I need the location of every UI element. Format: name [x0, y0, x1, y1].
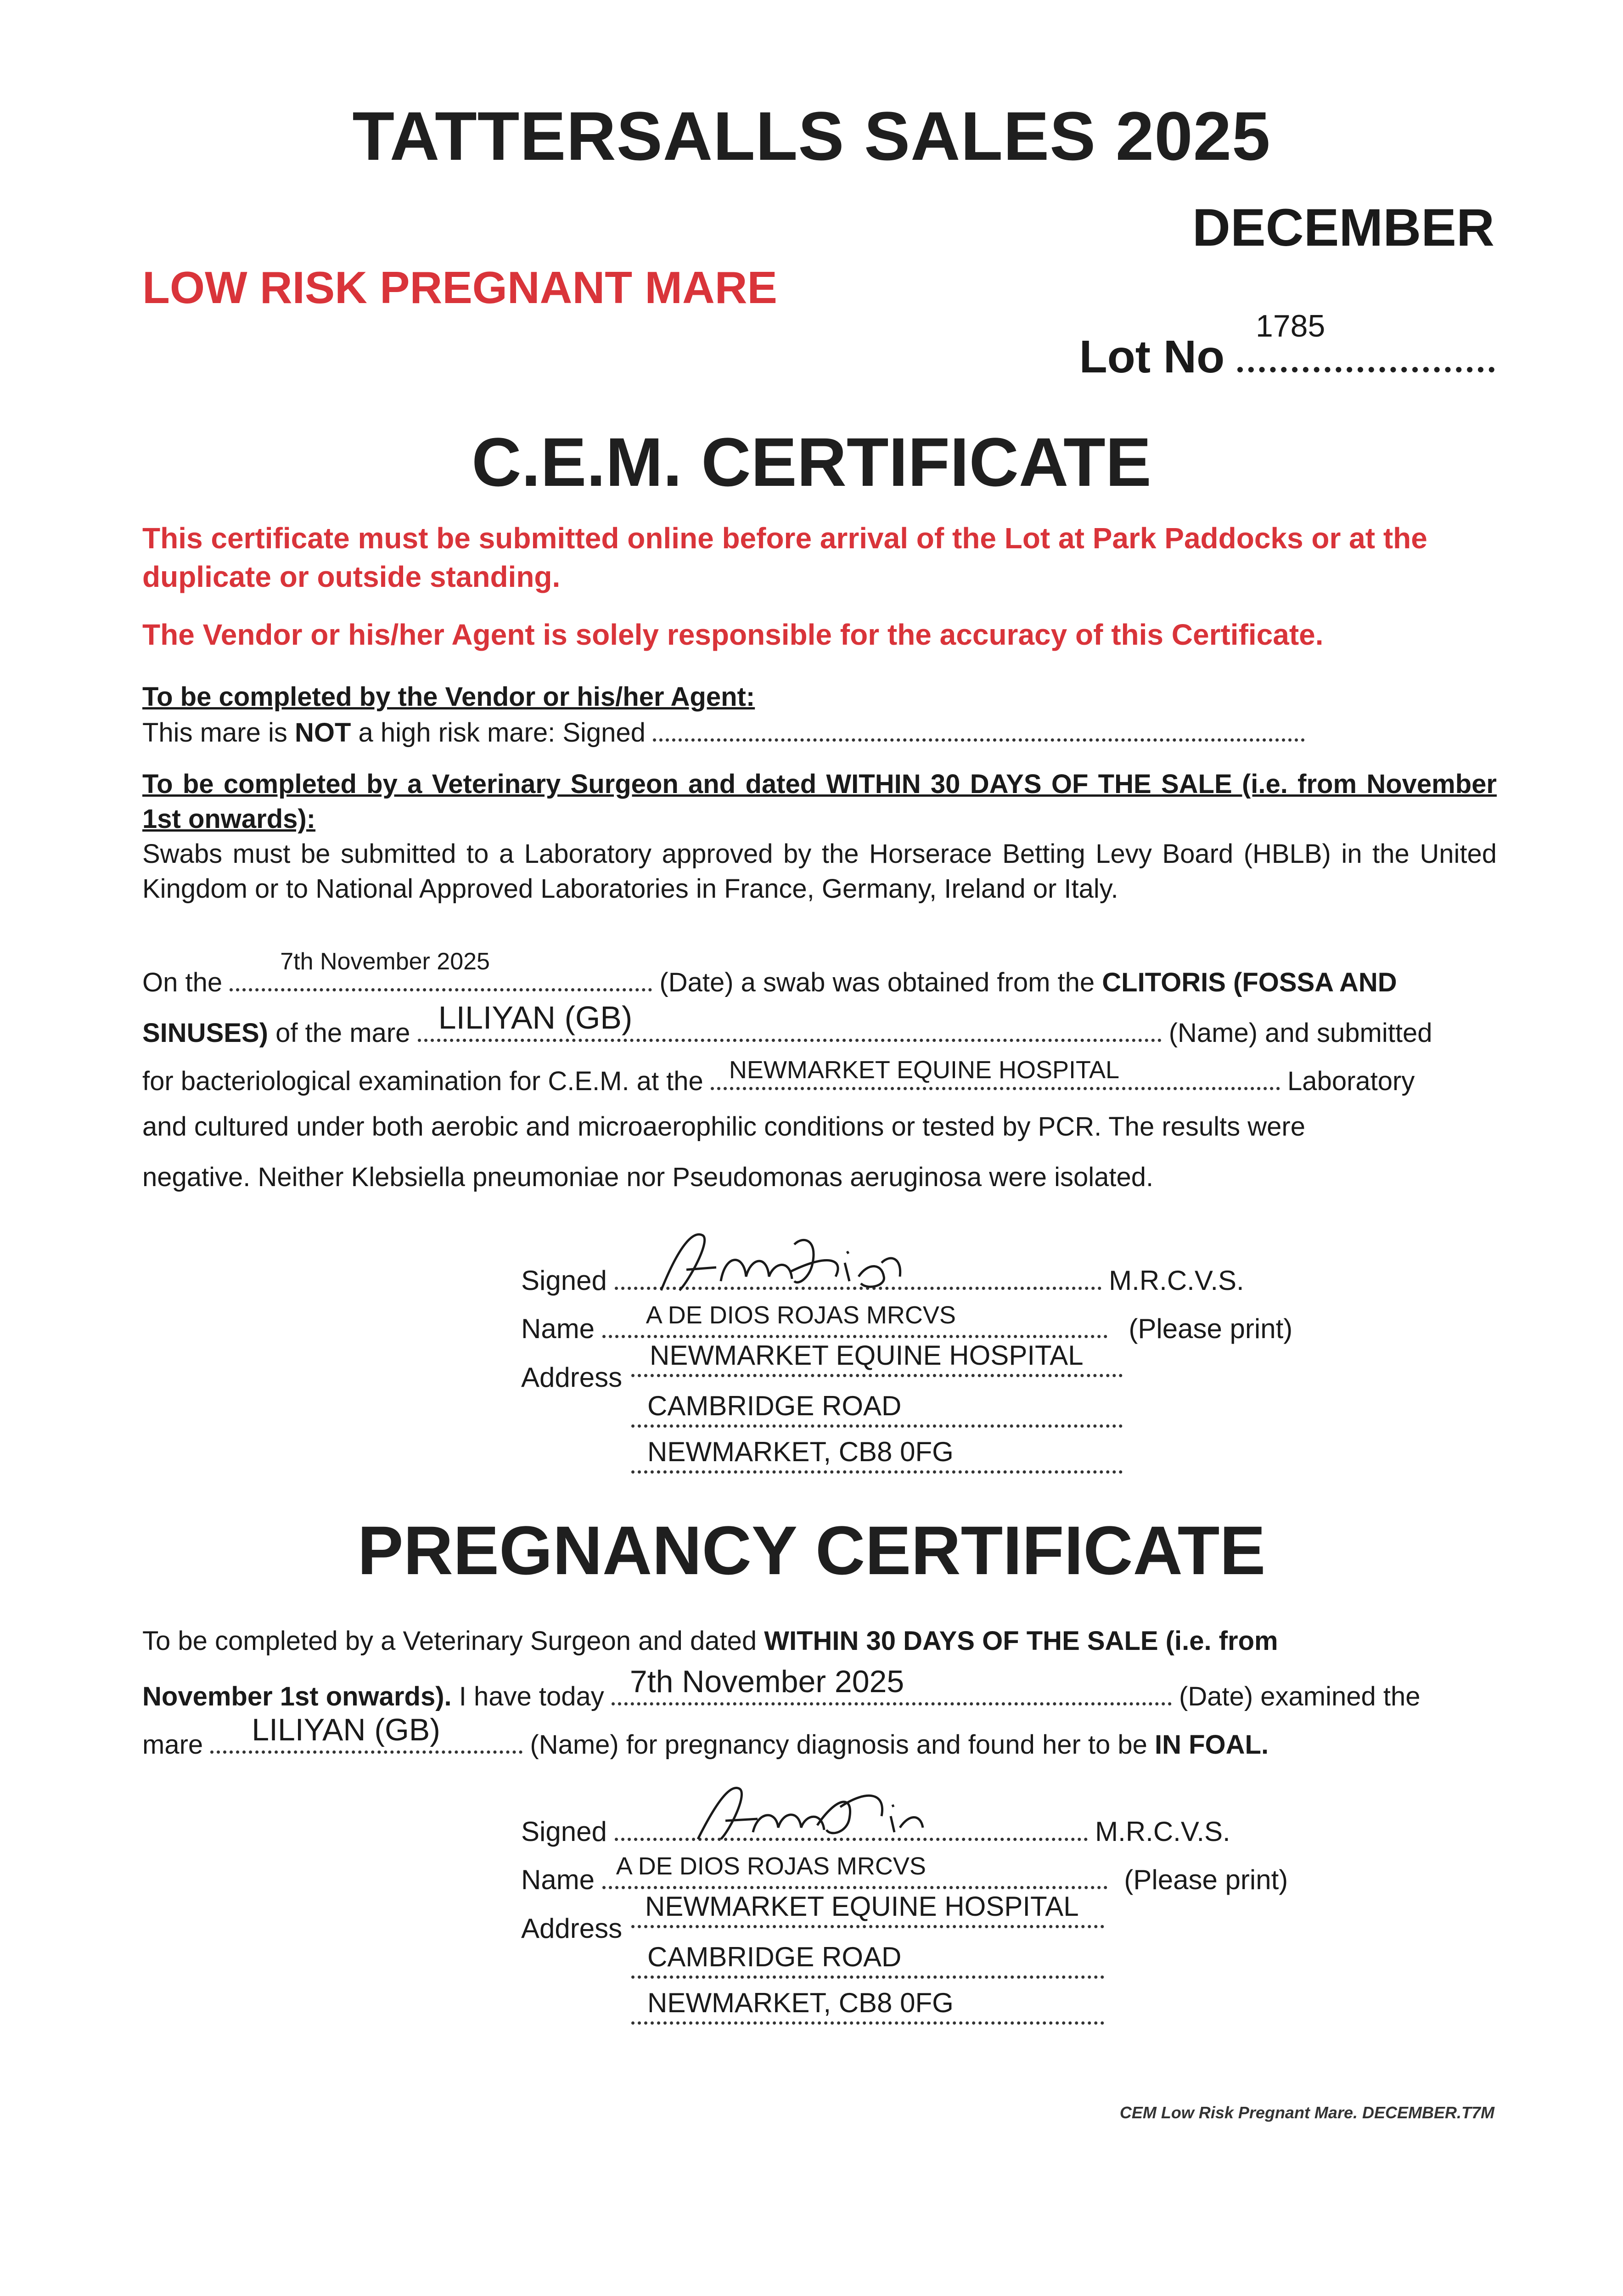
- swab-date-suffix: (Date) a swab was obtained from the: [659, 968, 1102, 997]
- pregnancy-date-line: [142, 1664, 1421, 1712]
- vendor-heading: To be completed by the Vendor or his/her Agent:: [142, 682, 755, 712]
- lot-number-value: 1785: [1256, 309, 1325, 343]
- swab-site-sinuses: SINUSES): [142, 1018, 268, 1048]
- preg-signed-label: Signed: [521, 1816, 607, 1847]
- risk-category: LOW RISK PREGNANT MARE: [142, 262, 777, 313]
- cem-please-print: (Please print): [1129, 1313, 1293, 1344]
- page-title: TATTERSALLS SALES 2025: [352, 97, 1271, 174]
- pregnancy-date-value: 7th November 2025: [629, 1664, 904, 1699]
- cem-address-value-3: NEWMARKET, CB8 0FG: [647, 1436, 954, 1467]
- of-the-mare-label: of the mare: [268, 1018, 410, 1048]
- cem-address-value-2: CAMBRIDGE ROAD: [647, 1390, 902, 1421]
- vendor-responsibility-notice: The Vendor or his/her Agent is solely responsible for the accuracy of this Certificate.: [142, 618, 1324, 651]
- bacterio-label: for bacteriological examination for C.E.M. at the: [142, 1066, 703, 1096]
- cem-mare-name-value: LILIYAN (GB): [438, 1000, 633, 1035]
- cem-address-field-1[interactable]: [631, 1340, 1123, 1377]
- mare-label: mare: [142, 1730, 203, 1760]
- preg-vet-name-value: A DE DIOS ROJAS MRCVS: [616, 1852, 926, 1880]
- date-examined-label: (Date) examined the: [1179, 1682, 1421, 1711]
- cem-mare-name-field[interactable]: [418, 1000, 1162, 1042]
- cem-name-label: Name: [521, 1313, 595, 1344]
- preg-please-print: (Please print): [1124, 1864, 1288, 1895]
- submission-notice: This certificate must be submitted online before arrival of the Lot at Park Paddocks or at the duplicate or outside standing.: [142, 522, 1427, 593]
- lot-number-row: [1079, 309, 1494, 383]
- laboratory-label: Laboratory: [1287, 1066, 1415, 1096]
- vendor-text-c: a high risk mare: Signed: [351, 718, 646, 748]
- preg-address-value-2: CAMBRIDGE ROAD: [647, 1941, 902, 1972]
- vet-heading: To be completed by a Veterinary Surgeon and dated WITHIN 30 DAYS OF THE SALE (i.e. from November 1st onwards):: [142, 769, 1497, 834]
- preg-address-value-1: NEWMARKET EQUINE HOSPITAL: [645, 1891, 1079, 1922]
- pregnancy-date-field[interactable]: [612, 1664, 1172, 1705]
- pregnancy-intro-a: To be completed by a Veterinary Surgeon and dated: [142, 1626, 764, 1656]
- cem-vet-name-value: A DE DIOS ROJAS MRCVS: [646, 1301, 956, 1329]
- cem-signature-drawing: [652, 1226, 909, 1300]
- laboratory-value: NEWMARKET EQUINE HOSPITAL: [729, 1056, 1120, 1084]
- swab-site: CLITORIS (FOSSA AND: [1102, 968, 1397, 997]
- footer-reference: CEM Low Risk Pregnant Mare. DECEMBER.T7M: [1119, 2103, 1494, 2122]
- pregnancy-heading: PREGNANCY CERTIFICATE: [357, 1512, 1266, 1589]
- pregnancy-mare-line: [142, 1712, 1269, 1760]
- pregnancy-intro-line: [142, 1626, 1278, 1656]
- have-today-label: I have today: [451, 1682, 604, 1711]
- preg-signature-drawing: [689, 1775, 927, 1848]
- preg-address-line: [631, 1891, 1104, 1934]
- cem-address-line: [631, 1436, 1123, 1480]
- cem-address-label: Address: [521, 1362, 623, 1393]
- cem-address-field-2[interactable]: [631, 1390, 1123, 1428]
- preg-address-line: [631, 1941, 1104, 1985]
- cem-address-value-1: NEWMARKET EQUINE HOSPITAL: [650, 1340, 1084, 1371]
- cem-signed-label: Signed: [521, 1265, 607, 1296]
- preg-vet-name-field[interactable]: [602, 1852, 1107, 1889]
- pregnancy-intro-b: WITHIN 30 DAYS OF THE SALE (i.e. from: [764, 1626, 1278, 1656]
- swab-date-field[interactable]: [230, 948, 652, 991]
- cem-mrcvs-label: M.R.C.V.S.: [1109, 1265, 1244, 1296]
- pregnancy-mare-name-value: LILIYAN (GB): [252, 1712, 440, 1747]
- swab-date-value: 7th November 2025: [280, 948, 490, 975]
- preg-address-label: Address: [521, 1913, 623, 1944]
- vendor-text-a: This mare is: [142, 718, 295, 748]
- laboratory-field[interactable]: [711, 1056, 1280, 1090]
- cem-vet-name-field[interactable]: [602, 1301, 1107, 1338]
- preg-name-label: Name: [521, 1864, 595, 1895]
- name-submitted-label: (Name) and submitted: [1168, 1018, 1432, 1048]
- lot-number-field: [1237, 309, 1494, 372]
- in-foal-result: IN FOAL.: [1155, 1730, 1269, 1760]
- preg-mrcvs-label: M.R.C.V.S.: [1095, 1816, 1230, 1847]
- vet-section: [142, 767, 1497, 906]
- pregnancy-mare-name-field[interactable]: [210, 1712, 522, 1754]
- cem-address-line: [631, 1390, 1123, 1434]
- mare-name-line: [142, 1000, 1432, 1048]
- vendor-text-not: NOT: [294, 718, 351, 748]
- name-found-label: (Name) for pregnancy diagnosis and found her to be: [530, 1730, 1155, 1760]
- cem-address-field-3[interactable]: [631, 1436, 1123, 1474]
- laboratory-line: [142, 1056, 1415, 1097]
- preg-address-field-2[interactable]: [631, 1941, 1104, 1979]
- preg-address-field-3[interactable]: [631, 1987, 1104, 2025]
- preg-address-field-1[interactable]: [631, 1891, 1104, 1928]
- swab-instructions: Swabs must be submitted to a Laboratory approved by the Horserace Betting Levy Board (HBLB) in the United Kingdom or to National Approved Laboratories in France, Germany, Ireland or Italy.: [142, 839, 1497, 904]
- lot-label: Lot No: [1079, 331, 1225, 383]
- preg-address-line: [631, 1987, 1104, 2031]
- pregnancy-intro-c: November 1st onwards).: [142, 1682, 452, 1711]
- sale-month: DECEMBER: [1192, 198, 1494, 257]
- swab-date-line: [142, 948, 1397, 998]
- vendor-signature-field[interactable]: [653, 715, 1305, 742]
- on-the-label: On the: [142, 968, 223, 997]
- cultured-text: and cultured under both aerobic and microaerophilic conditions or tested by PCR. The results were: [142, 1112, 1305, 1142]
- negative-result-text: negative. Neither Klebsiella pneumoniae nor Pseudomonas aeruginosa were isolated.: [142, 1162, 1154, 1192]
- cem-address-line: [631, 1340, 1123, 1383]
- cem-heading: C.E.M. CERTIFICATE: [472, 423, 1151, 501]
- vendor-declaration: [142, 715, 1497, 750]
- vendor-section: [142, 680, 1497, 750]
- preg-address-value-3: NEWMARKET, CB8 0FG: [647, 1987, 954, 2018]
